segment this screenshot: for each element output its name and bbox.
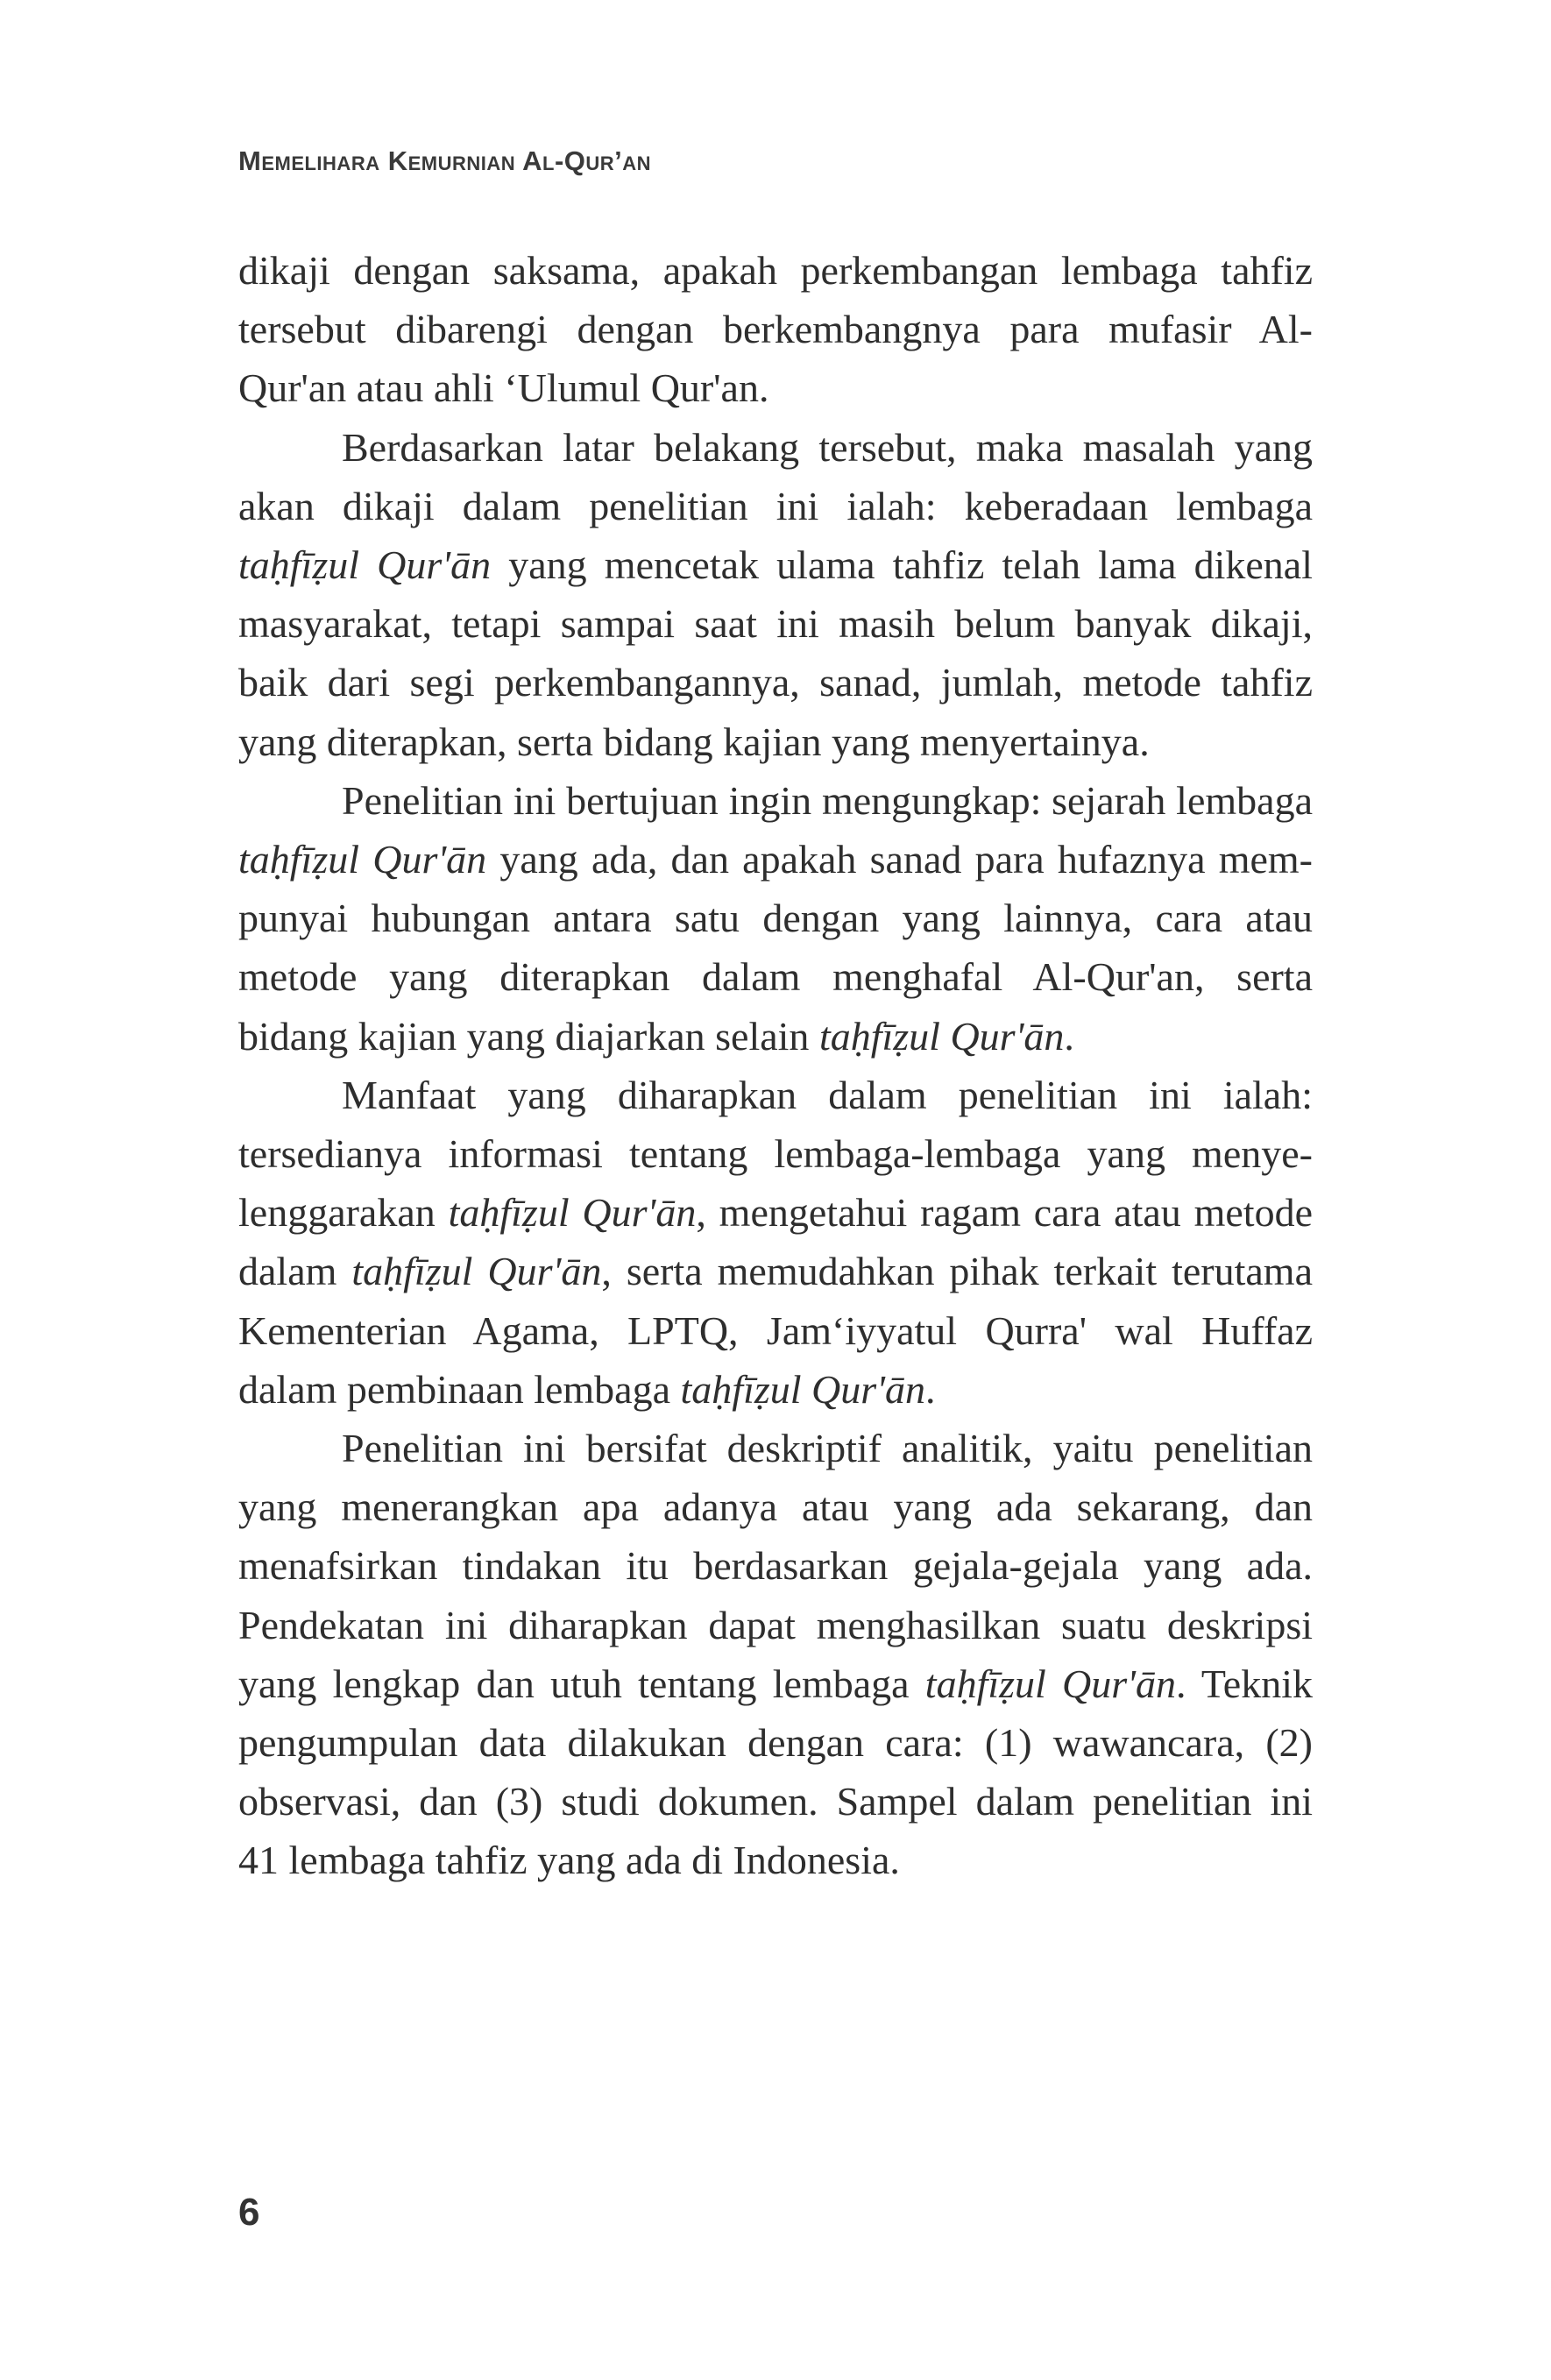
text-line: 41 lembaga tahfiz yang ada di Indonesia. <box>238 1838 900 1883</box>
text-line: menafsirkan tindakan itu berdasarkan gejala-gejala yang ada. <box>238 1543 1313 1589</box>
paragraph <box>238 1419 1313 1890</box>
text-line: yang lengkap dan utuh tentang lembaga taḥfīẓul Qur'ān. Teknik <box>238 1661 1313 1706</box>
text-line: taḥfīẓul Qur'ān yang ada, dan apakah sanad para hufaznya mem- <box>238 837 1313 882</box>
running-head-title: Memelihara Kemurnian Al-Qur’an <box>238 145 652 176</box>
text-line: punyai hubungan antara satu dengan yang lainnya, cara atau <box>238 896 1313 941</box>
text-line: Pendekatan ini diharapkan dapat menghasilkan suatu deskripsi <box>238 1602 1313 1647</box>
paragraph <box>238 1066 1313 1419</box>
text-line: Kementerian Agama, LPTQ, Jam‘iyyatul Qurra' wal Huffaz <box>238 1307 1313 1353</box>
text-line: yang diterapkan, serta bidang kajian yang menyertainya. <box>238 719 1150 764</box>
text-line: taḥfīẓul Qur'ān yang mencetak ulama tahfiz telah lama dikenal <box>238 542 1314 588</box>
italic-term: taḥfīẓul Qur'ān <box>351 1249 602 1294</box>
text-line: dalam pembinaan lembaga taḥfīẓul Qur'ān. <box>238 1366 936 1412</box>
text-line: tersedianya informasi tentang lembaga-lembaga yang menye- <box>238 1131 1313 1177</box>
text-line: dikaji dengan saksama, apakah perkembangan lembaga tahfiz <box>238 248 1313 293</box>
paragraph <box>238 241 1313 418</box>
text-line: masyarakat, tetapi sampai saat ini masih belum banyak dikaji, <box>238 601 1313 647</box>
text-line: tersebut dibarengi dengan berkembangnya para mufasir Al- <box>238 307 1313 352</box>
italic-term: taḥfīẓul Qur'ān <box>680 1366 926 1412</box>
text-line: akan dikaji dalam penelitian ini ialah: keberadaan lembaga <box>238 483 1313 528</box>
text-line: Qur'an atau ahli ‘Ulumul Qur'an. <box>238 365 769 411</box>
text-line: Manfaat yang diharapkan dalam penelitian ini ialah: <box>342 1072 1313 1117</box>
italic-term: taḥfīẓul Qur'ān <box>238 542 492 588</box>
body-text <box>238 241 1313 1890</box>
text-line: Berdasarkan latar belakang tersebut, maka masalah yang <box>342 424 1313 470</box>
text-line: yang menerangkan apa adanya atau yang ada sekarang, dan <box>238 1484 1313 1530</box>
text-line: observasi, dan (3) studi dokumen. Sampel dalam penelitian ini <box>238 1779 1313 1824</box>
paragraph <box>238 771 1313 1066</box>
page-number: 6 <box>238 2191 260 2234</box>
paragraph <box>238 418 1313 771</box>
italic-term: taḥfīẓul Qur'ān <box>448 1190 697 1236</box>
text-line: Penelitian ini bersifat deskriptif analitik, yaitu penelitian <box>342 1426 1313 1471</box>
italic-term: taḥfīẓul Qur'ān <box>818 1013 1065 1059</box>
text-line: dalam taḥfīẓul Qur'ān, serta memudahkan pihak terkait terutama <box>238 1249 1313 1294</box>
text-line: Penelitian ini bertujuan ingin mengungkap: sejarah lembaga <box>342 777 1313 823</box>
italic-term: taḥfīẓul Qur'ān <box>238 837 487 882</box>
text-line: pengumpulan data dilakukan dengan cara: (1) wawancara, (2) <box>238 1720 1313 1766</box>
text-line: baik dari segi perkembangannya, sanad, jumlah, metode tahfiz <box>238 660 1313 705</box>
italic-term: taḥfīẓul Qur'ān <box>924 1661 1177 1706</box>
text-line: bidang kajian yang diajarkan selain taḥfīẓul Qur'ān. <box>238 1013 1074 1059</box>
text-line: metode yang diterapkan dalam menghafal Al-Qur'an, serta <box>238 954 1313 1000</box>
text-line: lenggarakan taḥfīẓul Qur'ān, mengetahui ragam cara atau metode <box>238 1190 1313 1236</box>
